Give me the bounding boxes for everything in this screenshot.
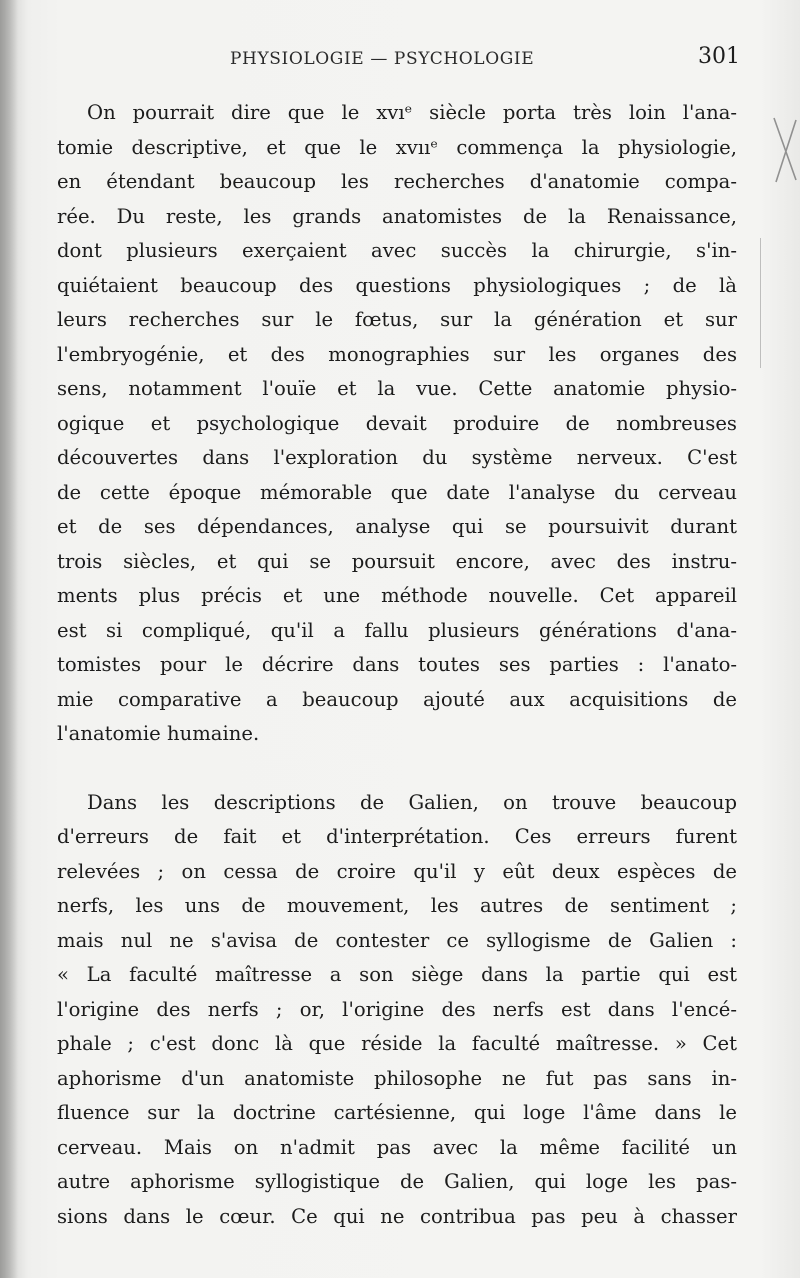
text-line: aphorisme d'un anatomiste philosophe ne fut pas sans in- — [57, 1066, 737, 1090]
text-line: l'embryogénie, et des monographies sur les organes des — [57, 342, 737, 366]
text-line: leurs recherches sur le fœtus, sur la génération et sur — [57, 308, 737, 331]
paragraph-galien-errors — [57, 786, 737, 1235]
paragraph-spacer — [57, 752, 737, 786]
text-line: autre aphorisme syllogistique de Galien, qui loge les pas- — [57, 1170, 737, 1193]
margin-pencil-mark — [770, 110, 800, 190]
text-line: « La faculté maîtresse a son siège dans la partie qui est — [57, 963, 737, 986]
text-line: l'origine des nerfs ; or, l'origine des nerfs est dans l'encé- — [57, 997, 737, 1021]
text-line: Dans les descriptions de Galien, on trouve beaucoup — [87, 790, 737, 814]
text-line: en étendant beaucoup les recherches d'anatomie compa- — [57, 170, 737, 193]
page-gutter-shadow — [0, 0, 18, 1278]
text-line: ogique et psychologique devait produire de nombreuses — [57, 411, 737, 435]
text-line: trois siècles, et qui se poursuit encore, avec des instru- — [57, 549, 737, 573]
text-line: tomie descriptive, et que le xvııᵉ commença la physiologie, — [57, 135, 737, 159]
text-line: sions dans le cœur. Ce qui ne contribua pas peu à chasser — [57, 1204, 737, 1228]
text-line: ments plus précis et une méthode nouvelle. Cet appareil — [57, 584, 737, 607]
text-line: est si compliqué, qu'il a fallu plusieurs générations d'ana- — [57, 618, 737, 642]
text-line: dont plusieurs exerçaient avec succès la chirurgie, s'in- — [57, 239, 737, 262]
text-line: mie comparative a beaucoup ajouté aux acquisitions de — [57, 687, 737, 711]
page-header — [0, 44, 800, 80]
text-line: d'erreurs de fait et d'interprétation. Ces erreurs furent — [57, 825, 737, 848]
text-line: tomistes pour le décrire dans toutes ses parties : l'anato- — [57, 653, 737, 676]
text-line: l'anatomie humaine. — [57, 722, 260, 745]
text-line: phale ; c'est donc là que réside la faculté maîtresse. » Cet — [57, 1032, 737, 1055]
running-title: PHYSIOLOGIE — PSYCHOLOGIE — [230, 49, 535, 69]
paragraph-renaissance-anatomy — [57, 96, 737, 752]
text-line: découvertes dans l'exploration du système nerveux. C'est — [57, 446, 737, 469]
text-line: quiétaient beaucoup des questions physiologiques ; de là — [57, 273, 737, 297]
text-line: cerveau. Mais on n'admit pas avec la même facilité un — [57, 1135, 737, 1159]
margin-pencil-bracket — [760, 238, 773, 368]
text-line: relevées ; on cessa de croire qu'il y eût deux espèces de — [57, 859, 737, 883]
text-line: rée. Du reste, les grands anatomistes de la Renaissance, — [57, 204, 737, 228]
text-line: sens, notamment l'ouïe et la vue. Cette anatomie physio- — [57, 377, 737, 400]
text-line: On pourrait dire que le xvıᵉ siècle porta très loin l'ana- — [87, 101, 737, 124]
text-line: et de ses dépendances, analyse qui se poursuivit durant — [57, 515, 737, 538]
page-body — [57, 96, 737, 1234]
text-line: de cette époque mémorable que date l'analyse du cerveau — [57, 480, 737, 504]
text-line: mais nul ne s'avisa de contester ce syllogisme de Galien : — [57, 928, 737, 952]
page-number: 301 — [698, 44, 740, 69]
text-line: nerfs, les uns de mouvement, les autres de sentiment ; — [57, 894, 737, 917]
text-line: fluence sur la doctrine cartésienne, qui loge l'âme dans le — [57, 1101, 737, 1124]
